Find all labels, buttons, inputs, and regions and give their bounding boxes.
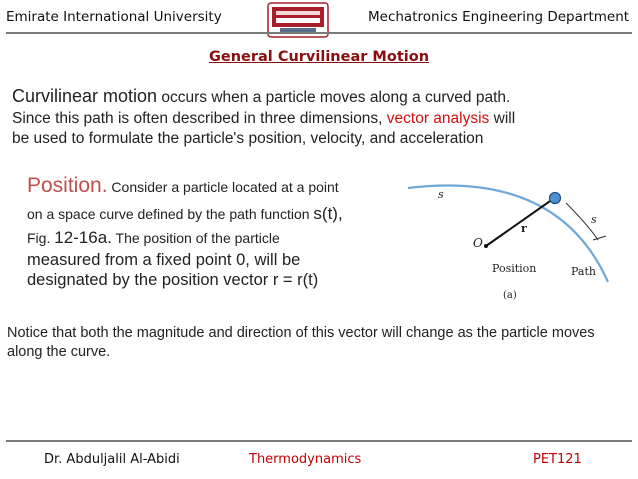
footer-author: Dr. Abduljalil Al-Abidi	[44, 452, 180, 467]
position-line1: Consider a particle located at a point	[107, 179, 339, 195]
header-university: Emirate International University	[6, 9, 222, 25]
position-line5: designated by the position vector r = r(t)	[27, 271, 319, 289]
intro-part1: occurs when a particle moves along a curved path.	[157, 89, 511, 106]
position-line2b: s(t),	[313, 204, 343, 223]
header-department: Mechatronics Engineering Department	[368, 9, 630, 25]
particle-point	[550, 193, 561, 204]
intro-part2: Since this path is often described in three dimensions,	[12, 109, 387, 127]
position-heading: Position.	[27, 174, 108, 197]
notice-text: Notice that both the magnitude and direction of this vector will change as the particle moves along the curve.	[7, 325, 595, 360]
figure-label-position: Position	[492, 262, 537, 275]
curvilinear-figure	[408, 170, 633, 305]
intro-part4: be used to formulate the particle's position, velocity, and acceleration	[12, 130, 484, 147]
position-line3b: 12-16a.	[54, 228, 112, 247]
position-line4: measured from a fixed point 0, will be	[27, 251, 301, 269]
footer-divider	[6, 440, 632, 442]
position-vector-line	[486, 199, 553, 246]
footer-subject: Thermodynamics	[249, 452, 362, 467]
position-line2a: on a space curve defined by the path function	[27, 206, 314, 222]
slide-title: General Curvilinear Motion	[208, 49, 430, 65]
intro-part3: will	[489, 109, 516, 127]
intro-highlight: vector analysis	[386, 109, 490, 127]
arc-length-tick	[593, 236, 606, 240]
position-paragraph	[27, 174, 397, 290]
figure-label-O: O	[473, 236, 483, 250]
figure-label-r: r	[521, 222, 527, 235]
intro-lead: Curvilinear motion	[12, 86, 158, 106]
header-divider	[6, 32, 632, 34]
footer-course-code: PET121	[533, 452, 582, 467]
figure-caption: (a)	[503, 290, 517, 301]
figure-label-path: Path	[571, 265, 596, 278]
position-line3a: Fig.	[27, 230, 55, 246]
figure-label-s-right: s	[591, 213, 597, 226]
origin-point	[484, 244, 488, 248]
intro-paragraph	[12, 86, 612, 150]
figure-label-s-top: s	[438, 188, 444, 201]
position-line3c: The position of the particle	[111, 230, 280, 246]
